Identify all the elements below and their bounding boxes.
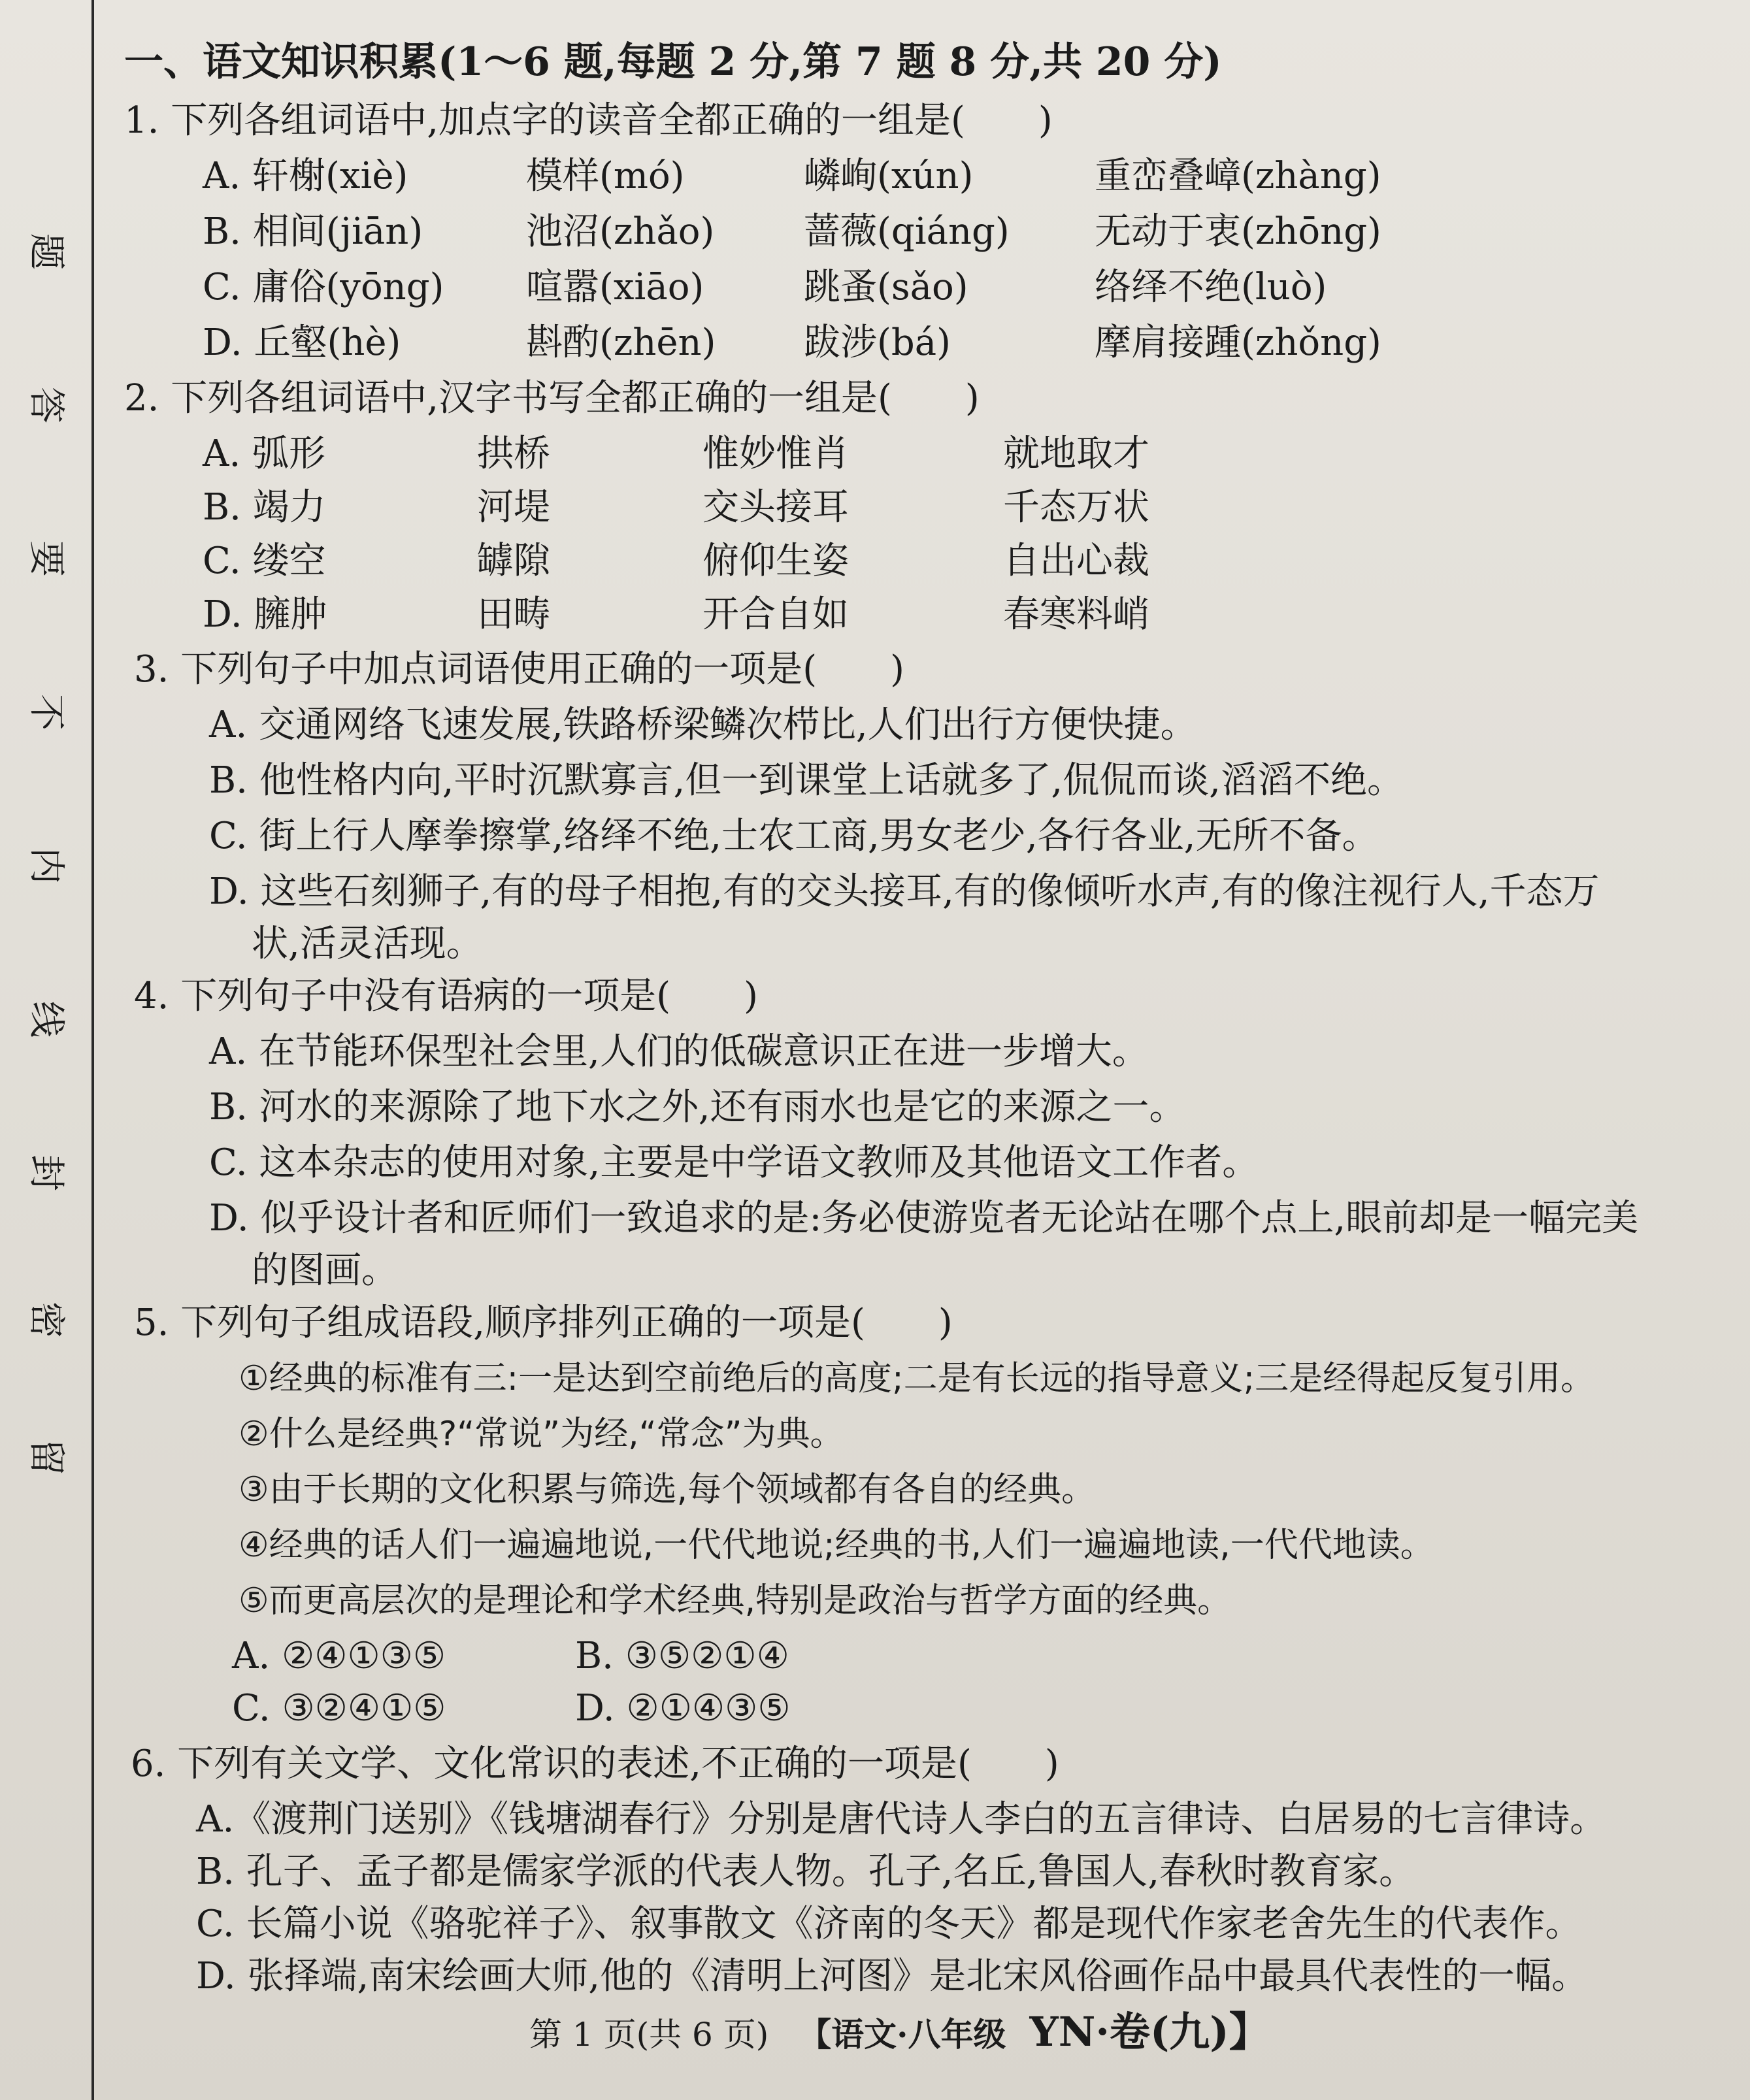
option-cell: 络绎不绝(luò): [1095, 266, 1327, 308]
option-cell: 河堤: [477, 486, 550, 529]
option-cell: 嶙峋(xún): [804, 155, 974, 197]
question-4-option-d: D. 似乎设计者和匠师们一致追求的是:务必使游览者无论站在哪个点上,眼前却是一幅完美: [209, 1197, 1639, 1239]
option-cell: 自出心裁: [1003, 540, 1149, 582]
option-cell: 就地取才: [1003, 433, 1149, 475]
question-6-option-b: B. 孔子、孟子都是儒家学派的代表人物。孔子,名丘,鲁国人,春秋时教育家。: [196, 1850, 1416, 1893]
option-cell: 跋涉(bá): [804, 321, 951, 364]
option-cell: B. 相间(jiān): [203, 210, 423, 253]
question-4-option-b: B. 河水的来源除了地下水之外,还有雨水也是它的来源之一。: [209, 1086, 1186, 1128]
option-cell: 摩肩接踵(zhǒng): [1095, 321, 1381, 364]
option-cell: D. 臃肿: [203, 593, 327, 636]
question-6-option-c: C. 长篇小说《骆驼祥子》、叙事散文《济南的冬天》都是现代作家老舍先生的代表作。: [196, 1903, 1582, 1945]
question-5-stem: 5. 下列句子组成语段,顺序排列正确的一项是( ): [134, 1302, 953, 1344]
question-3-option-c: C. 街上行人摩拳擦掌,络绎不绝,士农工商,男女老少,各行各业,无所不备。: [209, 815, 1379, 857]
question-4-option-c: C. 这本杂志的使用对象,主要是中学语文教师及其他语文工作者。: [209, 1141, 1259, 1184]
question-2-stem: 2. 下列各组词语中,汉字书写全都正确的一组是( ): [124, 377, 980, 419]
option-cell: 交头接耳: [702, 486, 849, 529]
question-4-option-d-cont: 的图画。: [252, 1249, 398, 1292]
option-cell: 喧嚣(xiāo): [526, 266, 704, 308]
option-cell: 拱桥: [477, 433, 550, 475]
option-cell: A. 轩榭(xiè): [203, 155, 408, 197]
binding-char: 封: [25, 1155, 67, 1191]
page-number: 第 1 页(共 6 页): [529, 2016, 769, 2054]
option-cell: A. 弧形: [203, 433, 326, 475]
section-title: 一、语文知识积累(1～6 题,每题 2 分,第 7 题 8 分,共 20 分): [124, 39, 1222, 85]
option-cell: 俯仰生姿: [702, 540, 849, 582]
option-cell: 春寒料峭: [1003, 593, 1149, 636]
binding-char: 答: [25, 387, 67, 423]
option-cell: 田畴: [477, 593, 550, 636]
binding-char: 不: [25, 694, 67, 730]
subject-label: 【语文·八年级: [799, 2015, 1006, 2054]
question-5-option-c: C. ③②④①⑤: [232, 1687, 446, 1730]
series-label: YN·卷(九)】: [1029, 2008, 1270, 2056]
page-footer: [529, 1999, 1270, 2058]
option-cell: 池沼(zhǎo): [526, 210, 715, 253]
option-cell: 蔷薇(qiáng): [804, 210, 1010, 253]
question-4-option-a: A. 在节能环保型社会里,人们的低碳意识正在进一步增大。: [209, 1030, 1149, 1073]
question-3-option-b: B. 他性格内向,平时沉默寡言,但一到课堂上话就多了,侃侃而谈,滔滔不绝。: [209, 759, 1404, 802]
option-cell: 跳蚤(sǎo): [804, 266, 968, 308]
option-cell: 罅隙: [477, 540, 550, 582]
question-5-option-d: D. ②①④③⑤: [575, 1687, 791, 1730]
question-2-options: [203, 431, 1575, 653]
option-cell: B. 竭力: [203, 486, 326, 529]
binding-char: 要: [25, 540, 67, 577]
question-4-stem: 4. 下列句子中没有语病的一项是( ): [134, 975, 758, 1017]
question-5-option-a: A. ②④①③⑤: [232, 1635, 446, 1677]
binding-char: 留: [25, 1439, 67, 1475]
option-cell: 千态万状: [1003, 486, 1149, 529]
question-6-option-d: D. 张择端,南宋绘画大师,他的《清明上河图》是北宋风俗画作品中最具代表性的一幅。: [196, 1955, 1589, 1997]
question-3-option-a: A. 交通网络飞速发展,铁路桥梁鳞次栉比,人们出行方便快捷。: [209, 704, 1197, 746]
question-5-sentence-4: ④经典的话人们一遍遍地说,一代代地说;经典的书,人们一遍遍地读,一代代地读。: [239, 1526, 1434, 1565]
question-5-option-b: B. ③⑤②①④: [575, 1635, 789, 1677]
option-cell: 斟酌(zhēn): [526, 321, 716, 364]
option-cell: 模样(mó): [526, 155, 685, 197]
binding-char: 题: [25, 233, 67, 270]
question-5-sentence-1: ①经典的标准有三:一是达到空前绝后的高度;二是有长远的指导意义;三是经得起反复引用。: [239, 1359, 1595, 1398]
question-5-sentence-3: ③由于长期的文化积累与筛选,每个领域都有各自的经典。: [239, 1470, 1096, 1509]
question-5-sentence-5: ⑤而更高层次的是理论和学术经典,特别是政治与哲学方面的经典。: [239, 1581, 1232, 1620]
question-6-option-a: A.《渡荆门送别》《钱塘湖春行》分别是唐代诗人李白的五言律诗、白居易的七言律诗。: [196, 1798, 1607, 1841]
binding-char: 内: [25, 847, 67, 884]
question-1-options: [203, 154, 1640, 376]
option-cell: D. 丘壑(hè): [203, 321, 401, 364]
option-cell: C. 缕空: [203, 540, 326, 582]
question-3-stem: 3. 下列句子中加点词语使用正确的一项是( ): [134, 648, 904, 691]
question-6-stem: 6. 下列有关文学、文化常识的表述,不正确的一项是( ): [131, 1743, 1059, 1785]
binding-char: 线: [25, 1001, 67, 1038]
option-cell: 惟妙惟肖: [702, 433, 849, 475]
question-1-stem: 1. 下列各组词语中,加点字的读音全都正确的一组是( ): [124, 99, 1053, 142]
option-cell: 无动于衷(zhōng): [1095, 210, 1381, 253]
question-5-sentence-2: ②什么是经典?“常说”为经,“常念”为典。: [239, 1415, 844, 1454]
option-cell: C. 庸俗(yōng): [203, 266, 444, 308]
question-3-option-d: D. 这些石刻狮子,有的母子相抱,有的交头接耳,有的像倾听水声,有的像注视行人,千态万: [209, 870, 1600, 913]
binding-margin: [0, 0, 94, 2100]
binding-char: 密: [25, 1302, 67, 1338]
option-cell: 开合自如: [702, 593, 849, 636]
option-cell: 重峦叠嶂(zhàng): [1095, 155, 1381, 197]
question-3-option-d-cont: 状,活灵活现。: [252, 923, 483, 965]
